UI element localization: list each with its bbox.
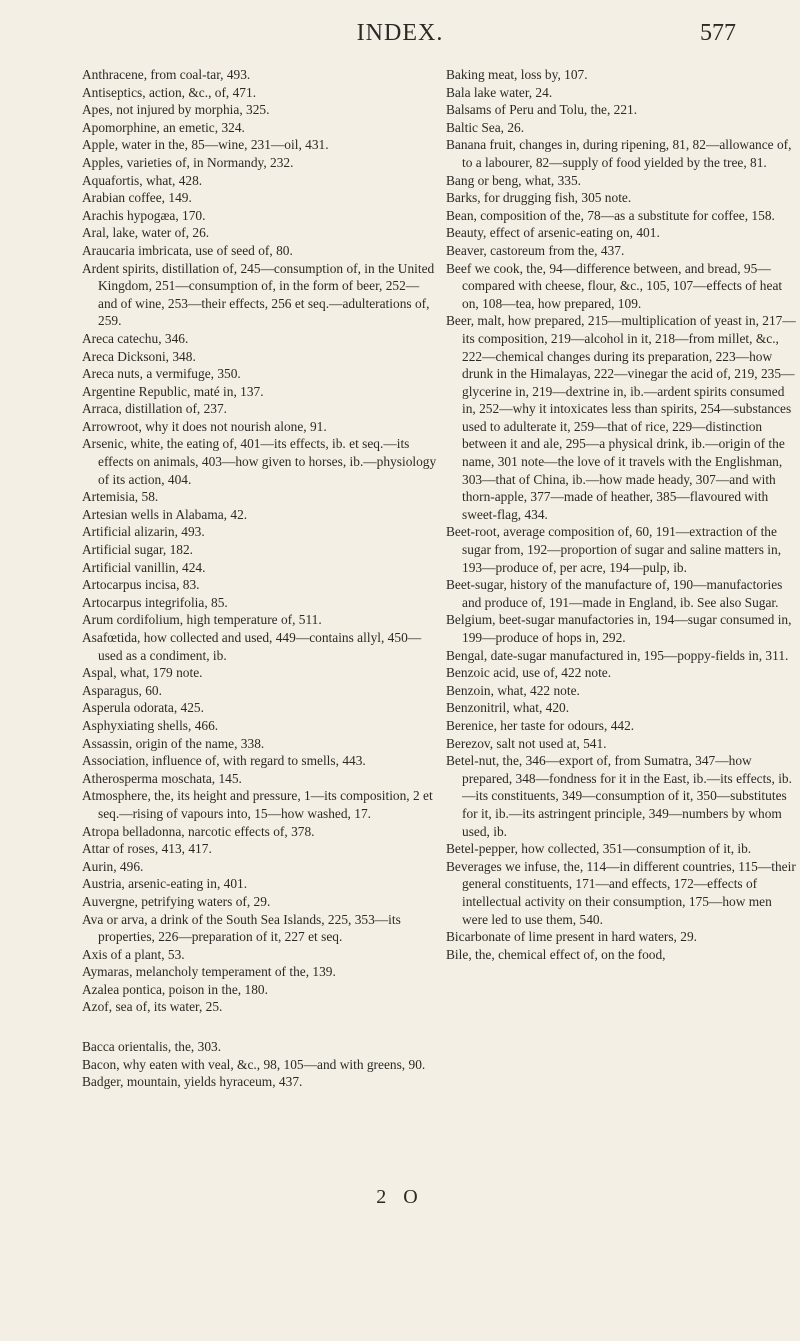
index-entry: Atherosperma moschata, 145.	[82, 770, 242, 786]
index-entry: Beer, malt, how prepared, 215—multiplication of yeast in, 217—its composition, 219—alcohol in it, 218—from millet, &c., 222—chemical changes during its preparation, 223—how drunk in the Himalayas, 222—vinegar the acid of, 219, 235—glycerine in, 219—dextrine in, ib.—ardent spirits consumed in, 252—why it intoxicates less than spirits, 254—substances used to adulterate it, 259—that of rice, 229—distinction between it and ale, 295—a physical drink, ib.—origin of the name, 301 note—the love of it travels with the Englishman, 303—that of China, ib.—how made heady, 307—and with thorn-apple, 377—made of heather, 385—flavoured with sweet-flag, 434.	[446, 313, 796, 522]
index-entry: Arraca, distillation of, 237.	[82, 401, 228, 417]
index-entry: Areca Dicksoni, 348.	[82, 348, 196, 364]
index-entry: Bicarbonate of lime present in hard waters, 29.	[446, 929, 697, 945]
index-entry: Azof, sea of, its water, 25.	[82, 999, 223, 1015]
page-number: 577	[700, 20, 736, 46]
index-entry: Artificial vanillin, 424.	[82, 559, 206, 575]
index-entry: Aquafortis, what, 428.	[82, 172, 203, 188]
index-entry: Apple, water in the, 85—wine, 231—oil, 431.	[82, 137, 329, 153]
index-entry: Aral, lake, water of, 26.	[82, 225, 210, 241]
index-entry: Aymaras, melancholy temperament of the, 139.	[82, 964, 336, 980]
index-entry: Association, influence of, with regard to smells, 443.	[82, 753, 366, 769]
index-entry: Bengal, date-sugar manufactured in, 195—poppy-fields in, 311.	[446, 647, 789, 663]
index-entry: Beet-sugar, history of the manufacture of, 190—manufactories and produce of, 191—made in England, ib. See also Sugar.	[446, 577, 783, 610]
index-entry: Apomorphine, an emetic, 324.	[82, 119, 245, 135]
index-entry: Artificial sugar, 182.	[82, 542, 194, 558]
index-entry: Arum cordifolium, high temperature of, 511.	[82, 612, 322, 628]
index-entry: Beef we cook, the, 94—difference between, and bread, 95—compared with cheese, flour, &c., 105, 107—effects of heat on, 108—tea, how prepared, 109.	[446, 260, 783, 311]
section-gap	[82, 1016, 437, 1038]
index-entry: Arachis hypogæa, 170.	[82, 207, 206, 223]
index-entry: Berenice, her taste for odours, 442.	[446, 717, 635, 733]
index-entry: Artificial alizarin, 493.	[82, 524, 205, 540]
index-entry: Artocarpus incisa, 83.	[82, 577, 200, 593]
index-entry: Atmosphere, the, its height and pressure, 1—its composition, 2 et seq.—rising of vapours into, 15—how washed, 17.	[82, 788, 433, 821]
index-entry: Apples, varieties of, in Normandy, 232.	[82, 154, 294, 170]
index-entry: Artocarpus integrifolia, 85.	[82, 594, 228, 610]
index-entry: Benzoin, what, 422 note.	[446, 682, 580, 698]
index-entry: Axis of a plant, 53.	[82, 946, 185, 962]
index-entry: Betel-pepper, how collected, 351—consumption of it, ib.	[446, 841, 752, 857]
index-entry: Badger, mountain, yields hyraceum, 437.	[82, 1074, 303, 1090]
index-entry: Belgium, beet-sugar manufactories in, 194—sugar consumed in, 199—produce of hops in, 292.	[446, 612, 792, 645]
index-entry: Beaver, castoreum from the, 437.	[446, 242, 625, 258]
index-entry: Asphyxiating shells, 466.	[82, 717, 219, 733]
index-entry: Assassin, origin of the name, 338.	[82, 735, 265, 751]
index-entry: Asafœtida, how collected and used, 449—contains allyl, 450—used as a condiment, ib.	[82, 630, 422, 663]
index-entry: Beauty, effect of arsenic-eating on, 401.	[446, 225, 660, 241]
index-entry: Aurin, 496.	[82, 858, 144, 874]
index-entry: Asparagus, 60.	[82, 682, 162, 698]
index-entry: Artesian wells in Alabama, 42.	[82, 506, 248, 522]
index-entry: Berezov, salt not used at, 541.	[446, 735, 607, 751]
index-entry: Bang or beng, what, 335.	[446, 172, 581, 188]
index-entry: Atropa belladonna, narcotic effects of, 378.	[82, 823, 315, 839]
index-entry: Barks, for drugging fish, 305 note.	[446, 190, 632, 206]
signature-mark: 2 O	[376, 1186, 424, 1208]
index-entry: Baltic Sea, 26.	[446, 119, 525, 135]
index-entry: Betel-nut, the, 346—export of, from Sumatra, 347—how prepared, 348—fondness for it in the East, ib.—its effects, ib.—its constituents, 349—consumption of it, 350—substitutes for it, ib.—its astringent principle, 349—numbers by whom used, ib.	[446, 753, 792, 839]
index-entry: Bean, composition of the, 78—as a substitute for coffee, 158.	[446, 207, 775, 223]
index-entry: Anthracene, from coal-tar, 493.	[82, 67, 251, 82]
index-entry: Bile, the, chemical effect of, on the food,	[446, 946, 666, 962]
index-entry: Arrowroot, why it does not nourish alone, 91.	[82, 418, 327, 434]
index-entry: Benzonitril, what, 420.	[446, 700, 570, 716]
index-entry: Bacca orientalis, the, 303.	[82, 1039, 222, 1055]
right-column	[446, 66, 800, 963]
index-entry: Baking meat, loss by, 107.	[446, 67, 588, 82]
index-entry: Apes, not injured by morphia, 325.	[82, 102, 270, 118]
index-entry: Araucaria imbricata, use of seed of, 80.	[82, 242, 293, 258]
index-entry: Bacon, why eaten with veal, &c., 98, 105—and with greens, 90.	[82, 1056, 426, 1072]
index-entry: Ardent spirits, distillation of, 245—consumption of, in the United Kingdom, 251—consumption of, in the form of beer, 252—and of wine, 253—their effects, 256 et seq.—adulterations of, 259.	[82, 260, 435, 329]
index-entry: Areca nuts, a vermifuge, 350.	[82, 366, 241, 382]
index-entry: Azalea pontica, poison in the, 180.	[82, 981, 268, 997]
index-entry: Bala lake water, 24.	[446, 84, 553, 100]
index-entry: Artemisia, 58.	[82, 489, 159, 505]
index-entry: Areca catechu, 346.	[82, 330, 189, 346]
index-entry: Arsenic, white, the eating of, 401—its effects, ib. et seq.—its effects on animals, 403—how given to horses, ib.—physiology of its action, 404.	[82, 436, 437, 487]
index-entry: Beet-root, average composition of, 60, 191—extraction of the sugar from, 192—proportion of sugar and saline matters in, 193—produce of, per acre, 194—pulp, ib.	[446, 524, 782, 575]
index-entry: Asperula odorata, 425.	[82, 700, 204, 716]
index-entry: Attar of roses, 413, 417.	[82, 841, 212, 857]
left-column	[82, 66, 437, 1091]
index-entry: Benzoic acid, use of, 422 note.	[446, 665, 612, 681]
index-entry: Balsams of Peru and Tolu, the, 221.	[446, 102, 638, 118]
index-entry: Austria, arsenic-eating in, 401.	[82, 876, 248, 892]
index-entry: Auvergne, petrifying waters of, 29.	[82, 893, 271, 909]
index-entry: Argentine Republic, maté in, 137.	[82, 383, 264, 399]
index-entry: Banana fruit, changes in, during ripening, 81, 82—allowance of, to a labourer, 82—supply of food yielded by the tree, 81.	[446, 137, 792, 170]
index-entry: Beverages we infuse, the, 114—in different countries, 115—their general constituents, 171—and effects, 172—effects of intellectual activity on their consumption, 175—how men were led to use them, 540.	[446, 858, 796, 927]
index-entry: Aspal, what, 179 note.	[82, 665, 203, 681]
index-entry: Arabian coffee, 149.	[82, 190, 192, 206]
page-title: INDEX.	[356, 20, 444, 46]
index-entry: Ava or arva, a drink of the South Sea Islands, 225, 353—its properties, 226—preparation of it, 227 et seq.	[82, 911, 401, 945]
index-entry: Antiseptics, action, &c., of, 471.	[82, 84, 257, 100]
